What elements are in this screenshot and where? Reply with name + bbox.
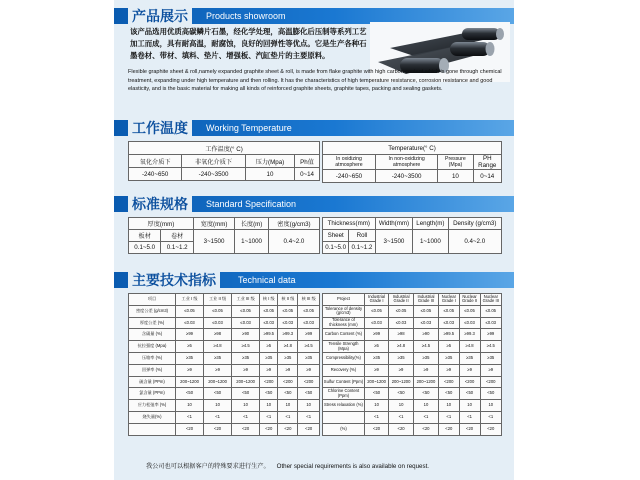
value-cell: ≤0.03: [389, 317, 414, 329]
product-page: [114, 0, 514, 480]
value-cell: ≥35: [204, 352, 232, 364]
value-cell: <1: [389, 411, 414, 423]
value-cell: 3~1500: [193, 230, 234, 254]
value-cell: <50: [413, 388, 438, 400]
value-cell: ≥35: [278, 352, 298, 364]
value-cell: ≥9: [260, 364, 278, 376]
table-row: [323, 388, 502, 400]
row-label-cell: 厚度公差 (%): [129, 317, 176, 329]
value-cell: <50: [278, 388, 298, 400]
header-cell: Density (g/cm3): [448, 218, 502, 230]
value-cell: <200: [480, 376, 501, 388]
value-cell: ≤0.03: [278, 317, 298, 329]
spec-table-cn: [128, 217, 320, 254]
value-cell: ≤0.05: [439, 305, 460, 317]
value-cell: <20: [204, 423, 232, 435]
value-cell: ≤0.03: [260, 317, 278, 329]
header-cell: Industrial Grade II: [389, 294, 414, 306]
value-cell: ≤0.05: [260, 305, 278, 317]
value-cell: <20: [439, 423, 460, 435]
value-cell: ≥5: [176, 341, 204, 353]
value-cell: ≥99: [480, 329, 501, 341]
value-cell: -240~650: [129, 168, 182, 181]
value-cell: ≥9: [459, 364, 480, 376]
value-cell: ≥9: [480, 364, 501, 376]
value-cell: ≤0.03: [413, 317, 438, 329]
value-cell: <50: [480, 388, 501, 400]
value-cell: 0.1~5.0: [129, 242, 161, 254]
table-row: [323, 317, 502, 329]
header-cell: Nuclear Grade III: [480, 294, 501, 306]
footer-note: [146, 461, 429, 470]
value-cell: ≤0.03: [298, 317, 320, 329]
value-cell: ≥4.5: [232, 341, 260, 353]
value-cell: ≥90: [232, 329, 260, 341]
value-cell: <50: [260, 388, 278, 400]
row-label-cell: 含碳量 (%): [129, 329, 176, 341]
tech-table-cn: [128, 293, 320, 436]
value-cell: <1: [459, 411, 480, 423]
header-cell: Nuclear Grade II: [459, 294, 480, 306]
row-label-cell: Chlorine Content (Ppm): [323, 388, 365, 400]
value-cell: ≥4.8: [278, 341, 298, 353]
value-cell: ≥35: [439, 352, 460, 364]
value-cell: ≥99.5: [439, 329, 460, 341]
table-row: [129, 352, 320, 364]
section-title-cn: 主要技术指标: [128, 270, 220, 290]
value-cell: <1: [480, 411, 501, 423]
header-cell: Roll: [349, 230, 375, 242]
value-cell: 200~1200: [204, 376, 232, 388]
value-cell: <50: [459, 388, 480, 400]
value-cell: <1: [232, 411, 260, 423]
value-cell: 0.1~5.0: [323, 242, 349, 254]
section-title-cn: 产品展示: [128, 6, 192, 26]
row-label-cell: Compressibility(%): [323, 352, 365, 364]
value-cell: ≤0.05: [232, 305, 260, 317]
header-cell: 项目: [129, 294, 176, 306]
header-cell: Industrial Grade I: [364, 294, 388, 306]
value-cell: -240~3500: [375, 170, 437, 183]
header-cell: Thickness(mm): [323, 218, 376, 230]
header-row: [323, 294, 502, 306]
row-label-cell: Tolerance of thickness (mm): [323, 317, 365, 329]
value-cell: <200: [298, 376, 320, 388]
value-cell: ≥35: [364, 352, 388, 364]
value-cell: ≤0.03: [204, 317, 232, 329]
spec-table-en: [322, 217, 502, 254]
value-cell: 10: [204, 400, 232, 412]
temperature-table-cn: [128, 141, 320, 181]
header-cell: 核 III 级: [298, 294, 320, 306]
value-cell: 0~14: [295, 168, 320, 181]
tech-table-en: [322, 293, 502, 436]
header-cell: PH Range: [473, 155, 502, 170]
value-cell: 10: [389, 400, 414, 412]
value-cell: ≤0.05: [364, 305, 388, 317]
value-cell: <200: [459, 376, 480, 388]
row-label-cell: (%): [323, 423, 365, 435]
header-cell: Ph值: [295, 155, 320, 168]
value-cell: ≥99.3: [278, 329, 298, 341]
table-title: 工作温度(° C): [129, 142, 320, 155]
row-label-cell: 密度公差 (g/cm3): [129, 305, 176, 317]
row-label-cell: Stress relaxation (%): [323, 400, 365, 412]
value-cell: ≥35: [389, 352, 414, 364]
value-cell: 10: [480, 400, 501, 412]
row-label-cell: Tolerance of density (g/cm3): [323, 305, 365, 317]
header-cell: 非氧化介质下: [182, 155, 246, 168]
table-title: Temperature(° C): [323, 142, 502, 155]
header-cell: Pressure (Mpa): [438, 155, 473, 170]
table-row: [129, 388, 320, 400]
value-cell: ≥4.8: [389, 341, 414, 353]
value-cell: ≤0.05: [413, 305, 438, 317]
header-cell: Project: [323, 294, 365, 306]
value-cell: ≤0.05: [204, 305, 232, 317]
intro-cn: 该产品选用优质高碳鳞片石墨，经化学处理，高温膨化后压制等系列工艺加工而成，具有耐高温，耐腐蚀，良好的回弹性等优点。它是生产各种石墨卷材、带材、填料、垫片、增强板、汽缸垫片的主要原料。: [130, 27, 367, 60]
value-cell: ≥99.5: [260, 329, 278, 341]
value-cell: 10: [176, 400, 204, 412]
value-cell: <20: [480, 423, 501, 435]
value-cell: <50: [232, 388, 260, 400]
row-label-cell: 压缩率 (%): [129, 352, 176, 364]
header-cell: Sheet: [323, 230, 349, 242]
value-cell: ≥9: [176, 364, 204, 376]
table-row: [129, 305, 320, 317]
row-label-cell: 氯含量 (PPm): [129, 388, 176, 400]
header-cell: In oxidizing atmosphere: [323, 155, 376, 170]
value-cell: ≥5: [260, 341, 278, 353]
value-cell: 10: [260, 400, 278, 412]
row-label-cell: 烧失量(%): [129, 411, 176, 423]
header-cell: Length(m): [413, 218, 448, 230]
value-cell: ≥4.5: [298, 341, 320, 353]
value-cell: <20: [260, 423, 278, 435]
spec-header: [114, 196, 514, 212]
value-cell: ≥35: [413, 352, 438, 364]
header-cell: 工业 III 级: [232, 294, 260, 306]
header-cell: 工业 I 级: [176, 294, 204, 306]
table-row: [129, 411, 320, 423]
footer-cn: 我公司也可以根据客户的特殊要求进行生产。: [146, 463, 270, 470]
value-cell: <20: [364, 423, 388, 435]
table-row: [129, 317, 320, 329]
table-row: [129, 423, 320, 435]
section-title-en: Working Temperature: [206, 123, 292, 133]
header-cell: 核 I 级: [260, 294, 278, 306]
value-cell: ≥9: [298, 364, 320, 376]
value-cell: 200~1200: [364, 376, 388, 388]
value-cell: ≥35: [176, 352, 204, 364]
value-cell: ≤0.03: [459, 317, 480, 329]
value-cell: <1: [176, 411, 204, 423]
table-row: [323, 352, 502, 364]
header-cell: In non-oxidizing atmosphere: [375, 155, 437, 170]
value-cell: ≥9: [232, 364, 260, 376]
value-cell: ≤0.03: [364, 317, 388, 329]
row-label-cell: Tensile Strength (Mpa): [323, 341, 365, 353]
table-row: [323, 305, 502, 317]
temperature-table-en: [322, 141, 502, 183]
working-temp-header: [114, 120, 514, 136]
section-title-en: Products showroom: [206, 11, 286, 21]
table-row: [323, 411, 502, 423]
value-cell: 3~1500: [375, 230, 413, 254]
header-cell: 卷材: [161, 230, 193, 242]
table-row: [323, 364, 502, 376]
value-cell: <1: [298, 411, 320, 423]
header-cell: 长度(m): [235, 218, 269, 230]
table-row: [129, 376, 320, 388]
value-cell: ≥9: [204, 364, 232, 376]
header-cell: 板材: [129, 230, 161, 242]
value-cell: ≥99: [364, 329, 388, 341]
value-cell: <200: [260, 376, 278, 388]
table-row: [323, 423, 502, 435]
value-cell: 10: [278, 400, 298, 412]
value-cell: ≥99: [298, 329, 320, 341]
value-cell: ≥98: [389, 329, 414, 341]
section-title-cn: 工作温度: [128, 118, 192, 138]
value-cell: 10: [232, 400, 260, 412]
value-cell: <50: [176, 388, 204, 400]
row-label-cell: [323, 411, 365, 423]
row-label-cell: 抗拉强度 (Mpa): [129, 341, 176, 353]
value-cell: <20: [176, 423, 204, 435]
value-cell: ≥4.8: [204, 341, 232, 353]
value-cell: <20: [232, 423, 260, 435]
value-cell: 0.4~2.0: [268, 230, 319, 254]
header-cell: 厚度(mm): [129, 218, 194, 230]
value-cell: ≤0.05: [176, 305, 204, 317]
value-cell: ≥35: [298, 352, 320, 364]
value-cell: ≥98: [204, 329, 232, 341]
value-cell: <50: [439, 388, 460, 400]
table-row: [129, 329, 320, 341]
value-cell: -240~3500: [182, 168, 246, 181]
value-cell: <1: [260, 411, 278, 423]
table-row: [323, 400, 502, 412]
header-cell: Width(mm): [375, 218, 413, 230]
value-cell: ≤0.05: [459, 305, 480, 317]
value-cell: ≤0.05: [389, 305, 414, 317]
row-label-cell: Carbon Content (%): [323, 329, 365, 341]
value-cell: 0.1~1.2: [161, 242, 193, 254]
header-cell: 宽度(mm): [193, 218, 234, 230]
value-cell: ≤0.05: [278, 305, 298, 317]
value-cell: ≤0.03: [480, 317, 501, 329]
value-cell: ≥99: [176, 329, 204, 341]
value-cell: 0~14: [473, 170, 502, 183]
table-row: [323, 329, 502, 341]
value-cell: 10: [413, 400, 438, 412]
value-cell: ≥4.5: [413, 341, 438, 353]
value-cell: ≥4.8: [459, 341, 480, 353]
table-row: [129, 341, 320, 353]
value-cell: ≥99.3: [459, 329, 480, 341]
value-cell: <50: [389, 388, 414, 400]
header-cell: 工业 II 级: [204, 294, 232, 306]
table-row: [129, 364, 320, 376]
value-cell: ≥35: [260, 352, 278, 364]
value-cell: ≥35: [232, 352, 260, 364]
value-cell: <1: [204, 411, 232, 423]
row-label-cell: 硫含量 (PPm): [129, 376, 176, 388]
value-cell: 10: [298, 400, 320, 412]
value-cell: <20: [298, 423, 320, 435]
row-label-cell: [129, 423, 176, 435]
footer-en: Other special requirements is also available on request.: [276, 463, 430, 470]
table-row: [129, 400, 320, 412]
value-cell: ≥5: [439, 341, 460, 353]
value-cell: ≥9: [364, 364, 388, 376]
tech-header: [114, 272, 514, 288]
value-cell: ≥9: [278, 364, 298, 376]
header-cell: Nuclear Grade I: [439, 294, 460, 306]
value-cell: ≤0.03: [232, 317, 260, 329]
value-cell: ≥35: [480, 352, 501, 364]
value-cell: -240~650: [323, 170, 376, 183]
table-row: [323, 376, 502, 388]
value-cell: 10: [439, 400, 460, 412]
value-cell: <20: [278, 423, 298, 435]
value-cell: 10: [438, 170, 473, 183]
value-cell: 10: [364, 400, 388, 412]
value-cell: 200~1200: [389, 376, 414, 388]
value-cell: ≥9: [439, 364, 460, 376]
header-row: [129, 294, 320, 306]
row-label-cell: 应力松弛率 (%): [129, 400, 176, 412]
value-cell: ≥9: [413, 364, 438, 376]
row-label-cell: 回弹率 (%): [129, 364, 176, 376]
value-cell: ≥5: [364, 341, 388, 353]
value-cell: <50: [298, 388, 320, 400]
value-cell: ≤0.03: [439, 317, 460, 329]
value-cell: 10: [245, 168, 294, 181]
value-cell: ≥4.5: [480, 341, 501, 353]
value-cell: <1: [278, 411, 298, 423]
value-cell: 0.1~1.2: [349, 242, 375, 254]
section-title-cn: 标准规格: [128, 194, 192, 214]
header-cell: Industrial Grade III: [413, 294, 438, 306]
value-cell: <200: [278, 376, 298, 388]
row-label-cell: Recovery (%): [323, 364, 365, 376]
value-cell: ≥9: [389, 364, 414, 376]
value-cell: ≤0.05: [480, 305, 501, 317]
value-cell: ≤0.03: [176, 317, 204, 329]
intro-en: Flexible graphite sheet & roll,namely expanded graphite sheet & roll, is made from flake graphite with high carbon content which is gone through chemical treatment, expanding under high temperature and then rolling. It has the characteristics of high temperature resistance, corrosion resistance and good elasticity, and is the basic material for making all kinds of reinforced graphite sheets, graphite tapes, packing and sealing gaskets.: [128, 69, 502, 93]
header-cell: 压力(Mpa): [245, 155, 294, 168]
value-cell: 0.4~2.0: [448, 230, 502, 254]
header-cell: 核 II 级: [278, 294, 298, 306]
value-cell: 200~1200: [413, 376, 438, 388]
value-cell: ≤0.05: [298, 305, 320, 317]
value-cell: <200: [439, 376, 460, 388]
value-cell: 1~1000: [235, 230, 269, 254]
value-cell: 200~1200: [176, 376, 204, 388]
value-cell: <50: [204, 388, 232, 400]
value-cell: 1~1000: [413, 230, 448, 254]
value-cell: 200~1200: [232, 376, 260, 388]
value-cell: <20: [389, 423, 414, 435]
header-cell: 氧化介质下: [129, 155, 182, 168]
section-title-en: Standard Specification: [206, 199, 297, 209]
header-cell: 密度(g/cm3): [268, 218, 319, 230]
value-cell: <1: [413, 411, 438, 423]
section-title-en: Technical data: [238, 275, 296, 285]
value-cell: 10: [459, 400, 480, 412]
value-cell: <50: [364, 388, 388, 400]
value-cell: <1: [364, 411, 388, 423]
value-cell: <20: [459, 423, 480, 435]
value-cell: ≥35: [459, 352, 480, 364]
value-cell: <1: [439, 411, 460, 423]
table-row: [323, 341, 502, 353]
value-cell: ≥90: [413, 329, 438, 341]
row-label-cell: Sulfur Content (Ppm): [323, 376, 365, 388]
value-cell: <20: [413, 423, 438, 435]
